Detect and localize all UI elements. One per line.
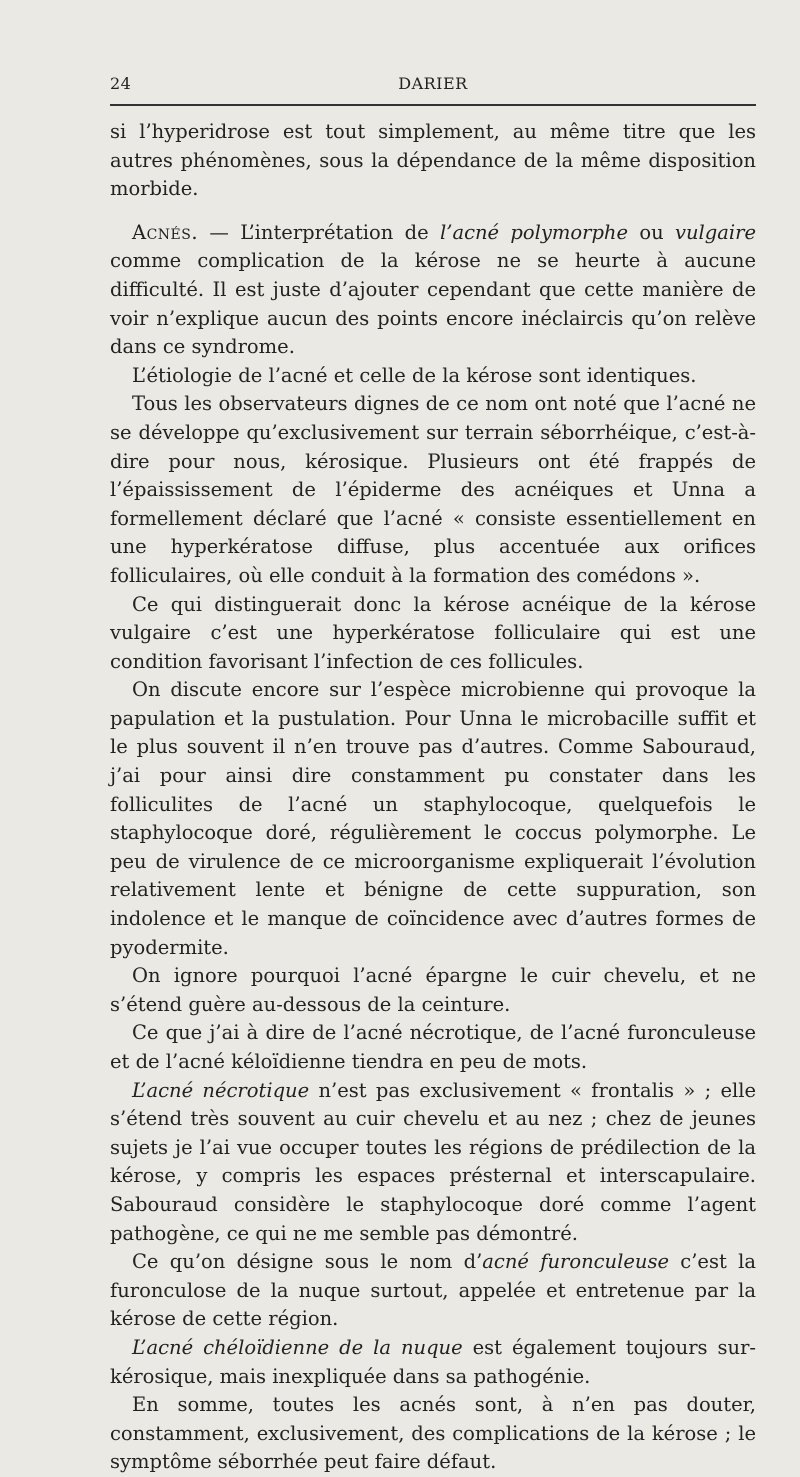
paragraph: L’étiologie de l’acné et celle de la kérose sont identiques. xyxy=(132,363,697,387)
page-header xyxy=(110,74,756,98)
running-head: DARIER xyxy=(398,74,468,93)
paragraph: Ce que j’ai à dire de l’acné nécrotique, de l’acné furonculeuse et de l’acné kéloïdienne tiendra en peu de mots. xyxy=(110,1021,756,1073)
section-heading: Acnés. xyxy=(132,220,199,244)
paragraph: On discute encore sur l’espèce microbienne qui provoque la papulation et la pustulation. Pour Unna le microbacille suffit et le plus souvent il n’en trouve pas d’autres. Comme Sabouraud, j’ai pour ainsi dire constamment pu constater dans les folliculites de l’acné un staphylocoque, quelquefois le staphylocoque doré, régulièrement le coccus polymorphe. Le peu de virulence de ce microorganisme expliquerait l’évolution relativement lente et bénigne de cette suppuration, son indolence et le manque de coïncidence avec d’autres formes de pyodermite. xyxy=(110,678,756,959)
italic-term: L’acné chéloïdienne de la nuque xyxy=(132,1335,463,1359)
paragraph: On ignore pourquoi l’acné épargne le cuir chevelu, et ne s’étend guère au-dessous de la ceinture. xyxy=(110,964,756,1016)
paragraph: si l’hyperidrose est tout simplement, au même titre que les autres phénomènes, sous la dépendance de la même disposition morbide. xyxy=(110,120,756,201)
italic-term: L’acné nécrotique xyxy=(132,1078,310,1102)
paragraph: En somme, toutes les acnés sont, à n’en pas douter, constamment, exclusivement, des complications de la kérose ; le symptôme séborrhée peut faire défaut. xyxy=(110,1393,756,1474)
italic-term: vulgaire xyxy=(674,220,756,244)
paragraph: L’acné nécrotique n’est pas exclusivement « frontalis » ; elle s’étend très souvent au cuir chevelu et au nez ; chez de jeunes sujets je l’ai vue occuper toutes les régions de prédilection de la kérose, y compris les espaces présternal et interscapulaire. Sabouraud considère le staphylocoque doré comme l’agent pathogène, ce qui ne me semble pas démontré. xyxy=(110,1078,756,1245)
paragraph: Tous les observateurs dignes de ce nom ont noté que l’acné ne se développe qu’exclusivement sur terrain séborrhéique, c’est-à-dire pour nous, kérosique. Plusieurs ont été frappés de l’épaississement de l’épiderme des acnéiques et Unna a formellement déclaré que l’acné « consiste essentiellement en une hyperkératose diffuse, plus accentuée aux orifices folliculaires, où elle conduit à la formation des comédons ». xyxy=(110,392,756,587)
body-text xyxy=(110,118,756,1477)
section-paragraph-acnes: Acnés. — L’interprétation de l’acné polymorphe ou vulgaire comme complication de la kérose ne se heurte à aucune difficulté. Il est juste d’ajouter cependant que cette manière de voir n’explique aucun des points encore inéclaircis qu’on relève dans ce syndrome. xyxy=(110,220,756,359)
paragraph: Ce qui distinguerait donc la kérose acnéique de la kérose vulgaire c’est une hyperkératose folliculaire qui est une condition favorisant l’infection de ces follicules. xyxy=(110,592,756,673)
page-number: 24 xyxy=(110,74,132,93)
paragraph: Ce qu’on désigne sous le nom d’acné furonculeuse c’est la furonculose de la nuque surtout, appelée et entretenue par la kérose de cette région. xyxy=(110,1250,756,1331)
paragraph: L’acné chéloïdienne de la nuque est également toujours sur-kérosique, mais inexpliquée dans sa pathogénie. xyxy=(110,1335,756,1388)
header-rule xyxy=(110,104,756,106)
italic-term: acné furonculeuse xyxy=(482,1250,669,1274)
italic-term: l’acné polymorphe xyxy=(440,220,629,244)
